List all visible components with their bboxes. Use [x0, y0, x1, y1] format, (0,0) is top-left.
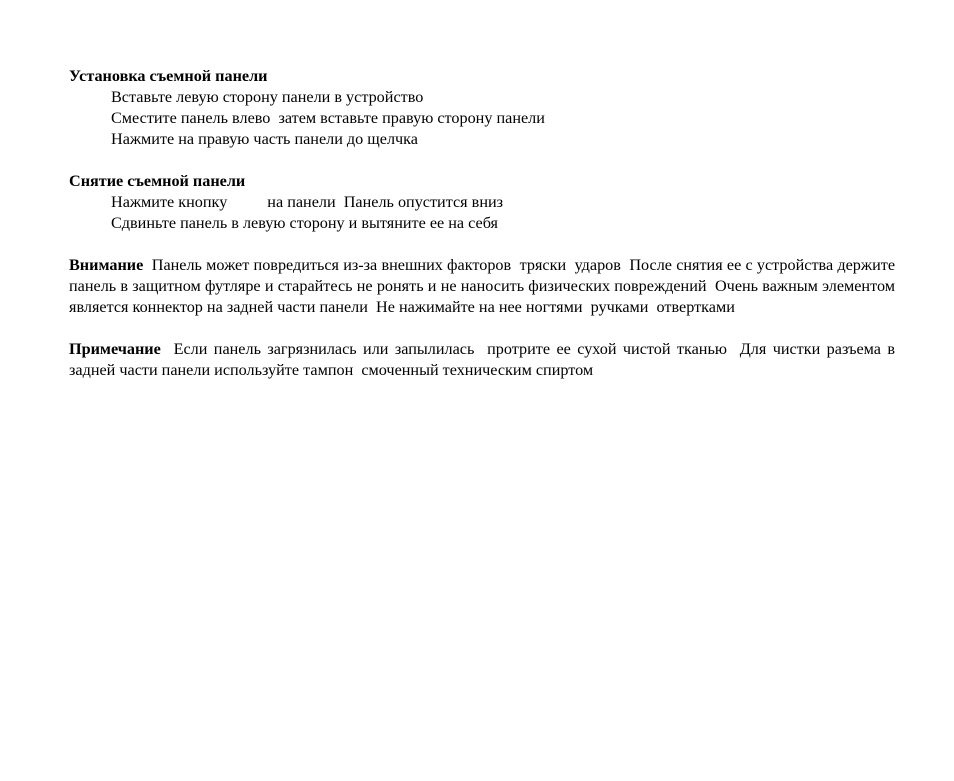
- warning-text: Панель может повредиться из-за внешних факторов тряски ударов После снятия ее с устройства держите панель в защитном футляре и старайтесь не ронять и не наносить физических повреждений Очень важным элементом является коннектор на задней части панели Не нажимайте на нее ногтями ручками отвертками: [69, 256, 900, 316]
- remove-step-2: Сдвиньте панель в левую сторону и вытяните ее на себя: [111, 214, 499, 232]
- install-step-3: Нажмите на правую часть панели до щелчка: [111, 130, 418, 148]
- install-step-2: Сместите панель влево затем вставьте правую сторону панели: [111, 109, 545, 127]
- spacer: [69, 234, 895, 255]
- warning-label: Внимание: [69, 256, 144, 274]
- remove-heading: Снятие съемной панели: [69, 172, 246, 190]
- spacer: [69, 318, 895, 339]
- remove-step-1-after: на панели Панель опустится вниз: [267, 193, 504, 211]
- install-heading: Установка съемной панели: [69, 67, 268, 85]
- remove-step-1: [69, 192, 895, 213]
- install-step-1: Вставьте левую сторону панели в устройство: [111, 88, 424, 106]
- spacer: [69, 150, 895, 171]
- warning-paragraph: [69, 255, 900, 318]
- note-paragraph: [69, 339, 900, 381]
- document-page: [69, 66, 900, 381]
- remove-step-1-before: Нажмите кнопку: [111, 193, 228, 211]
- note-label: Примечание: [69, 340, 161, 358]
- note-text: Если панель загрязнилась или запылилась протрите ее сухой чистой тканью Для чистки разъема в задней части панели используйте тампон смоченный техническим спиртом: [69, 340, 900, 379]
